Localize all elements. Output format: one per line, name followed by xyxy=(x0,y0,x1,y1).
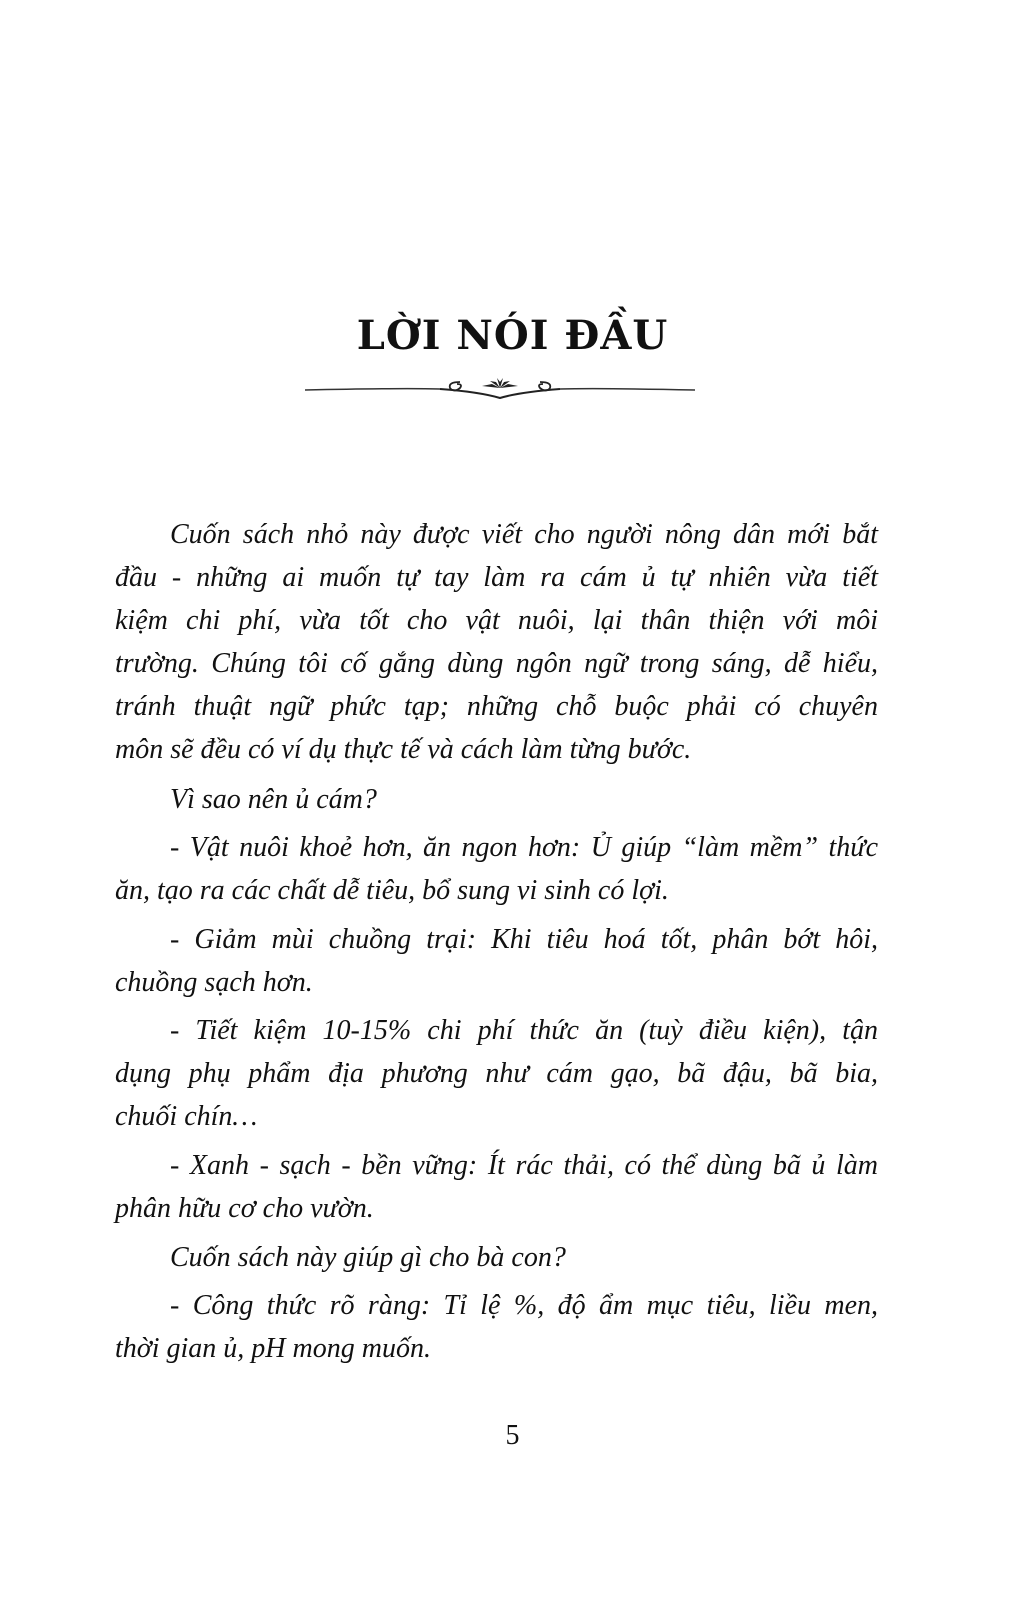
title-ornament-divider xyxy=(300,368,700,404)
page-number: 5 xyxy=(505,1420,520,1451)
text-line: Cuốn sách nhỏ này được viết cho người nông dân mới bắt xyxy=(170,519,878,550)
text-line: ăn, tạo ra các chất dễ tiêu, bổ sung vi sinh có lợi. xyxy=(115,875,669,906)
text-line: đầu - những ai muốn tự tay làm ra cám ủ tự nhiên vừa tiết xyxy=(115,562,878,593)
text-line: tránh thuật ngữ phức tạp; những chỗ buộc phải có chuyên xyxy=(115,691,878,722)
text-line: phân hữu cơ cho vườn. xyxy=(115,1193,374,1224)
text-line: trường. Chúng tôi cố gắng dùng ngôn ngữ trong sáng, dễ hiểu, xyxy=(115,648,878,679)
text-line: - Giảm mùi chuồng trại: Khi tiêu hoá tốt, phân bớt hôi, xyxy=(170,924,878,955)
text-line: môn sẽ đều có ví dụ thực tế và cách làm từng bước. xyxy=(115,734,692,765)
text-line: dụng phụ phẩm địa phương như cám gạo, bã đậu, bã bia, xyxy=(115,1058,878,1089)
text-line: - Công thức rõ ràng: Tỉ lệ %, độ ẩm mục tiêu, liều men, xyxy=(170,1290,878,1321)
text-line: chuồng sạch hơn. xyxy=(115,967,313,998)
text-line: Vì sao nên ủ cám? xyxy=(170,784,377,815)
text-line: - Vật nuôi khoẻ hơn, ăn ngon hơn: Ủ giúp “làm mềm” thức xyxy=(170,832,878,863)
text-line: Cuốn sách này giúp gì cho bà con? xyxy=(170,1242,566,1273)
text-line: - Tiết kiệm 10-15% chi phí thức ăn (tuỳ điều kiện), tận xyxy=(170,1015,878,1046)
text-line: kiệm chi phí, vừa tốt cho vật nuôi, lại thân thiện với môi xyxy=(115,605,878,636)
text-line: thời gian ủ, pH mong muốn. xyxy=(115,1333,431,1364)
page-title: LỜI NÓI ĐẦU xyxy=(356,312,669,359)
text-line: chuối chín… xyxy=(115,1101,258,1132)
text-line: - Xanh - sạch - bền vững: Ít rác thải, có thể dùng bã ủ làm xyxy=(170,1150,878,1181)
